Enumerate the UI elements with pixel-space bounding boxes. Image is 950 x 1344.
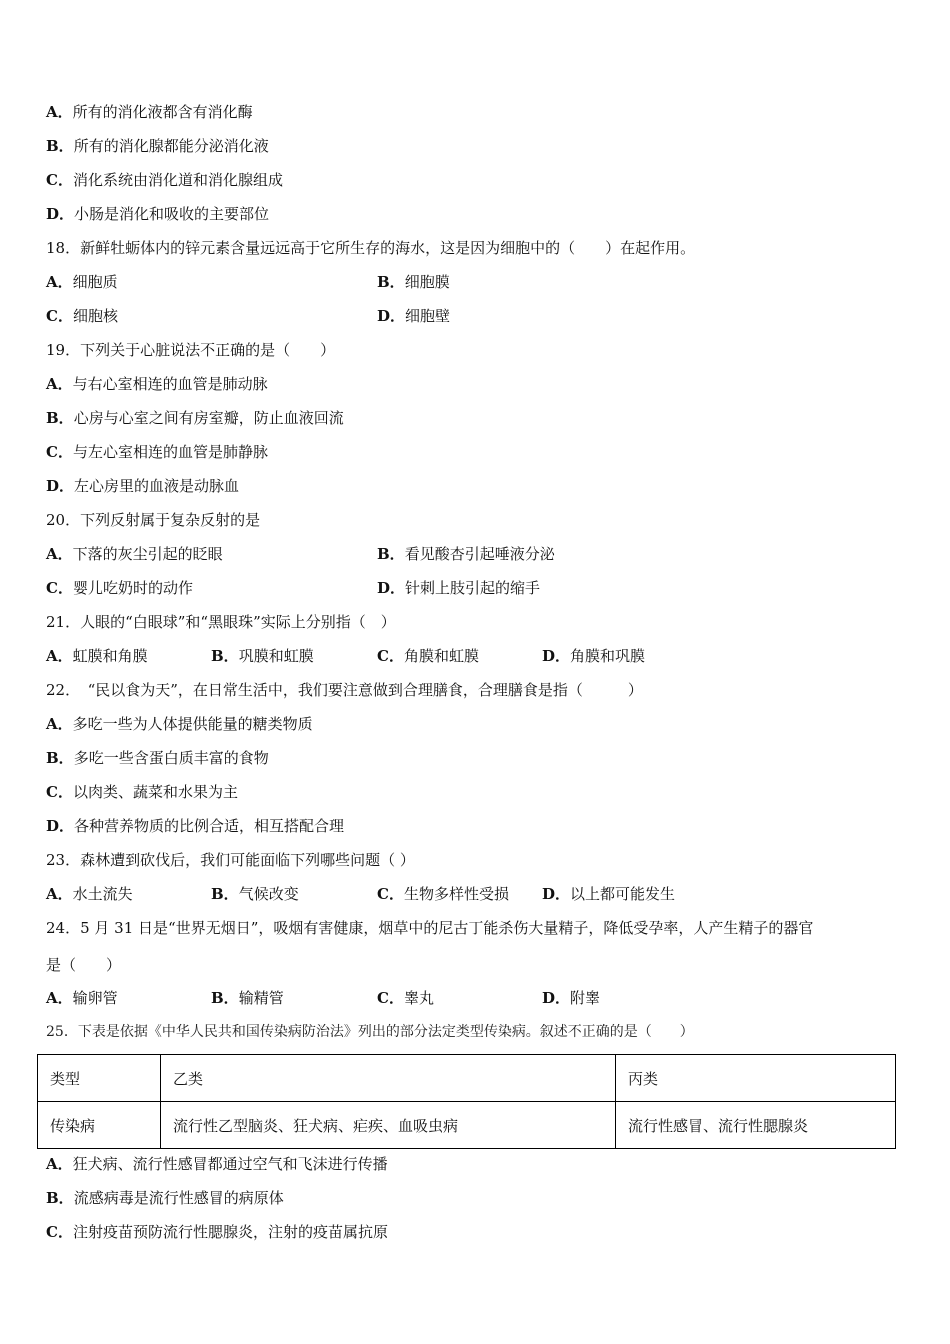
disease-table (37, 1054, 896, 1149)
q20-option-b: B．看见酸杏引起唾液分泌 (377, 545, 555, 563)
q17-option-b: B．所有的消化腺都能分泌消化液 (46, 137, 269, 155)
q18-option-d: D．细胞壁 (377, 307, 451, 325)
q20-option-c: C．婴儿吃奶时的动作 (46, 579, 193, 597)
q25-stem: 25．下表是依据《中华人民共和国传染病防治法》列出的部分法定类型传染病。叙述不正确的是（ ） (46, 1024, 694, 1040)
q20-option-d: D．针刺上肢引起的缩手 (377, 579, 541, 597)
q21-option-a: A．虹膜和角膜 (46, 647, 148, 665)
q25-option-c: C．注射疫苗预防流行性腮腺炎，注射的疫苗属抗原 (46, 1223, 388, 1241)
table-row (38, 1102, 896, 1149)
q20-option-a: A．下落的灰尘引起的眨眼 (46, 545, 223, 563)
table-cell: 流行性乙型脑炎、狂犬病、疟疾、血吸虫病 (161, 1102, 616, 1149)
q18-option-a: A．细胞质 (46, 273, 118, 291)
q21-option-b: B．巩膜和虹膜 (211, 647, 314, 665)
q18-stem: 18．新鲜牡蛎体内的锌元素含量远远高于它所生存的海水，这是因为细胞中的（ ）在起作用。 (46, 239, 696, 257)
q19-option-d: D．左心房里的血液是动脉血 (46, 477, 240, 495)
q21-option-d: D．角膜和巩膜 (542, 647, 646, 665)
table-header-cell: 丙类 (616, 1055, 896, 1102)
table-cell: 传染病 (38, 1102, 161, 1149)
q23-option-d: D．以上都可能发生 (542, 885, 676, 903)
q23-option-c: C．生物多样性受损 (377, 885, 509, 903)
q17-option-c: C．消化系统由消化道和消化腺组成 (46, 171, 283, 189)
q25-option-a: A．狂犬病、流行性感冒都通过空气和飞沫进行传播 (46, 1155, 388, 1173)
q23-option-a: A．水土流失 (46, 885, 133, 903)
q21-stem: 21．人眼的“白眼球”和“黑眼珠”实际上分别指（ ） (46, 613, 396, 631)
q19-stem: 19．下列关于心脏说法不正确的是（ ） (46, 341, 336, 359)
q24-option-d: D．附睾 (542, 989, 601, 1007)
q17-option-a: A．所有的消化液都含有消化酶 (46, 103, 253, 121)
q24-option-b: B．输精管 (211, 989, 284, 1007)
q24-stem-line1: 24．5 月 31 日是“世界无烟日”，吸烟有害健康，烟草中的尼古丁能杀伤大量精子，降低受孕率，人产生精子的器官 (46, 919, 814, 937)
q23-option-b: B．气候改变 (211, 885, 299, 903)
table-cell: 流行性感冒、流行性腮腺炎 (616, 1102, 896, 1149)
q24-option-c: C．睾丸 (377, 989, 434, 1007)
q18-option-c: C．细胞核 (46, 307, 118, 325)
q25-option-b: B．流感病毒是流行性感冒的病原体 (46, 1189, 284, 1207)
q24-stem-line2: 是（ ） (46, 956, 122, 974)
q24-option-a: A．输卵管 (46, 989, 118, 1007)
q17-option-d: D．小肠是消化和吸收的主要部位 (46, 205, 270, 223)
q22-option-c: C．以肉类、蔬菜和水果为主 (46, 783, 238, 801)
q22-option-a: A．多吃一些为人体提供能量的糖类物质 (46, 715, 313, 733)
q23-stem: 23．森林遭到砍伐后，我们可能面临下列哪些问题（ ） (46, 851, 415, 869)
table-header-cell: 类型 (38, 1055, 161, 1102)
q18-option-b: B．细胞膜 (377, 273, 450, 291)
q22-stem: 22． “民以食为天”，在日常生活中，我们要注意做到合理膳食，合理膳食是指（ ） (46, 681, 643, 699)
q20-stem: 20．下列反射属于复杂反射的是 (46, 511, 261, 529)
q21-option-c: C．角膜和虹膜 (377, 647, 479, 665)
q22-option-b: B．多吃一些含蛋白质丰富的食物 (46, 749, 269, 767)
q19-option-b: B．心房与心室之间有房室瓣，防止血液回流 (46, 409, 344, 427)
q19-option-c: C．与左心室相连的血管是肺静脉 (46, 443, 268, 461)
q22-option-d: D．各种营养物质的比例合适，相互搭配合理 (46, 817, 345, 835)
table-header-cell: 乙类 (161, 1055, 616, 1102)
q19-option-a: A．与右心室相连的血管是肺动脉 (46, 375, 268, 393)
table-header-row (38, 1055, 896, 1102)
